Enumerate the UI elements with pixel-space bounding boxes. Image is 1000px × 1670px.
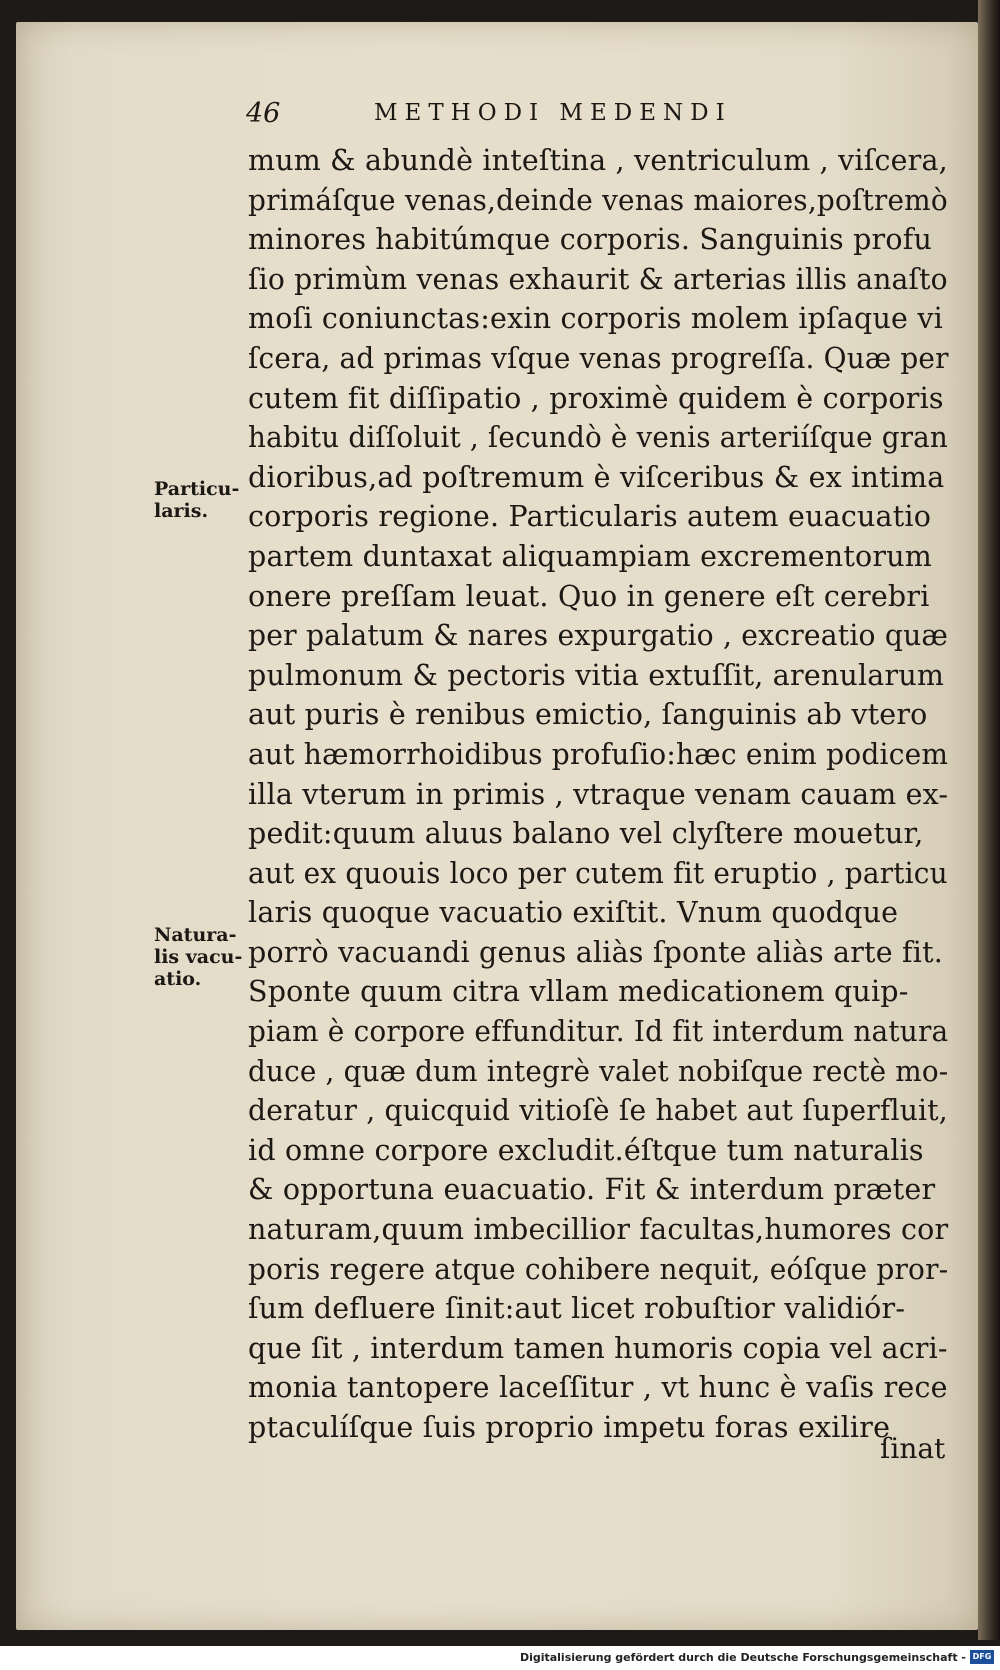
margin-note-particularis [154,478,250,522]
text-line: illa vterum in primis , vtraque venam cauam ex- [248,776,949,811]
text-line: onere preſſam leuat. Quo in genere eſt cerebri [248,578,930,613]
margin-note-line: atio. [154,968,202,990]
text-line: per palatum & nares expurgatio , excreatio quæ [248,618,949,653]
margin-note-line: laris. [154,500,209,522]
text-line: pulmonum & pectoris vitia extuſſit, arenularum [248,657,945,692]
text-line: piam è corpore effunditur. Id fit interdum natura [248,1014,949,1049]
text-line: deratur , quicquid vitioſè ſe habet aut ſuperfluit, [248,1093,948,1128]
book-spine-edge [978,0,1000,1640]
text-line: minores habitúmque corporis. Sanguinis profu [248,222,933,257]
margin-note-line: lis vacu- [154,946,243,968]
digitization-footer [0,1646,1000,1670]
text-line: naturam,quum imbecillior facultas,humores cor [248,1212,949,1247]
text-line: pedit:quum aluus balano vel clyſtere mouetur, [248,816,924,851]
text-line: ſio primùm venas exhaurit & arterias illis anaſto [248,261,948,296]
text-line: laris quoque vacuatio exiſtit. Vnum quodque [248,895,899,930]
text-line: mum & abundè inteſtina , ventriculum , viſcera, [248,143,948,177]
catchword: ſinat [880,1432,946,1465]
text-line: monia tantopere laceſſitur , vt hunc è vaſis rece [248,1370,948,1405]
text-line: que ſit , interdum tamen humoris copia vel acri- [248,1330,948,1365]
margin-note-naturalis-vacuatio [154,924,250,990]
text-line: id omne corpore excludit.éſtque tum naturalis [248,1132,924,1167]
text-line: primáſque venas,deinde venas maiores,poſtremò [248,182,948,217]
dfg-logo: DFG [970,1650,994,1664]
text-line: ſcera, ad primas vſque venas progreſſa. Quæ per [248,340,949,375]
text-line: aut ex quouis loco per cutem fit eruptio , particu [248,855,948,890]
text-line: & opportuna euacuatio. Fit & interdum præter [248,1172,936,1207]
text-line: dioribus,ad poſtremum è viſceribus & ex intima [248,459,945,494]
text-line: Sponte quum citra vllam medicationem quip- [248,974,909,1009]
running-head [246,98,846,134]
text-line: aut puris è renibus emictio, ſanguinis ab vtero [248,697,928,732]
text-line: porrò vacuandi genus aliàs ſponte aliàs arte fit. [248,934,944,969]
margin-note-line: Particu- [154,478,240,500]
text-line: ſum defluere ſinit:aut licet robuſtior validiór- [248,1291,906,1326]
text-line: poris regere atque cohibere nequit, eóſque pror- [248,1251,949,1286]
text-line: corporis regione. Particularis autem euacuatio [248,499,932,534]
text-line: habitu diſſoluit , ſecundò è venis arteriíſque gran [248,420,949,455]
text-line: moſi coniunctas:exin corporis molem ipſaque vi [248,301,943,336]
text-line: cutem fit diſſipatio , proximè quidem è corporis [248,380,944,415]
text-line: ptaculíſque ſuis proprio impetu foras exilire [248,1410,891,1444]
page-number: 46 [246,98,281,129]
body-text [248,141,960,1448]
text-line: aut hæmorrhoidibus profuſio:hæc enim podicem [248,736,949,771]
running-title: METHODI MEDENDI [374,100,732,126]
margin-note-line: Natura- [154,924,237,946]
text-line: partem duntaxat aliquampiam excrementorum [248,538,932,573]
dfg-credit: Digitalisierung gefördert durch die Deutsche Forschungsgemeinschaft - [519,1651,966,1664]
text-line: duce , quæ dum integrè valet nobiſque rectè mo- [248,1053,949,1088]
